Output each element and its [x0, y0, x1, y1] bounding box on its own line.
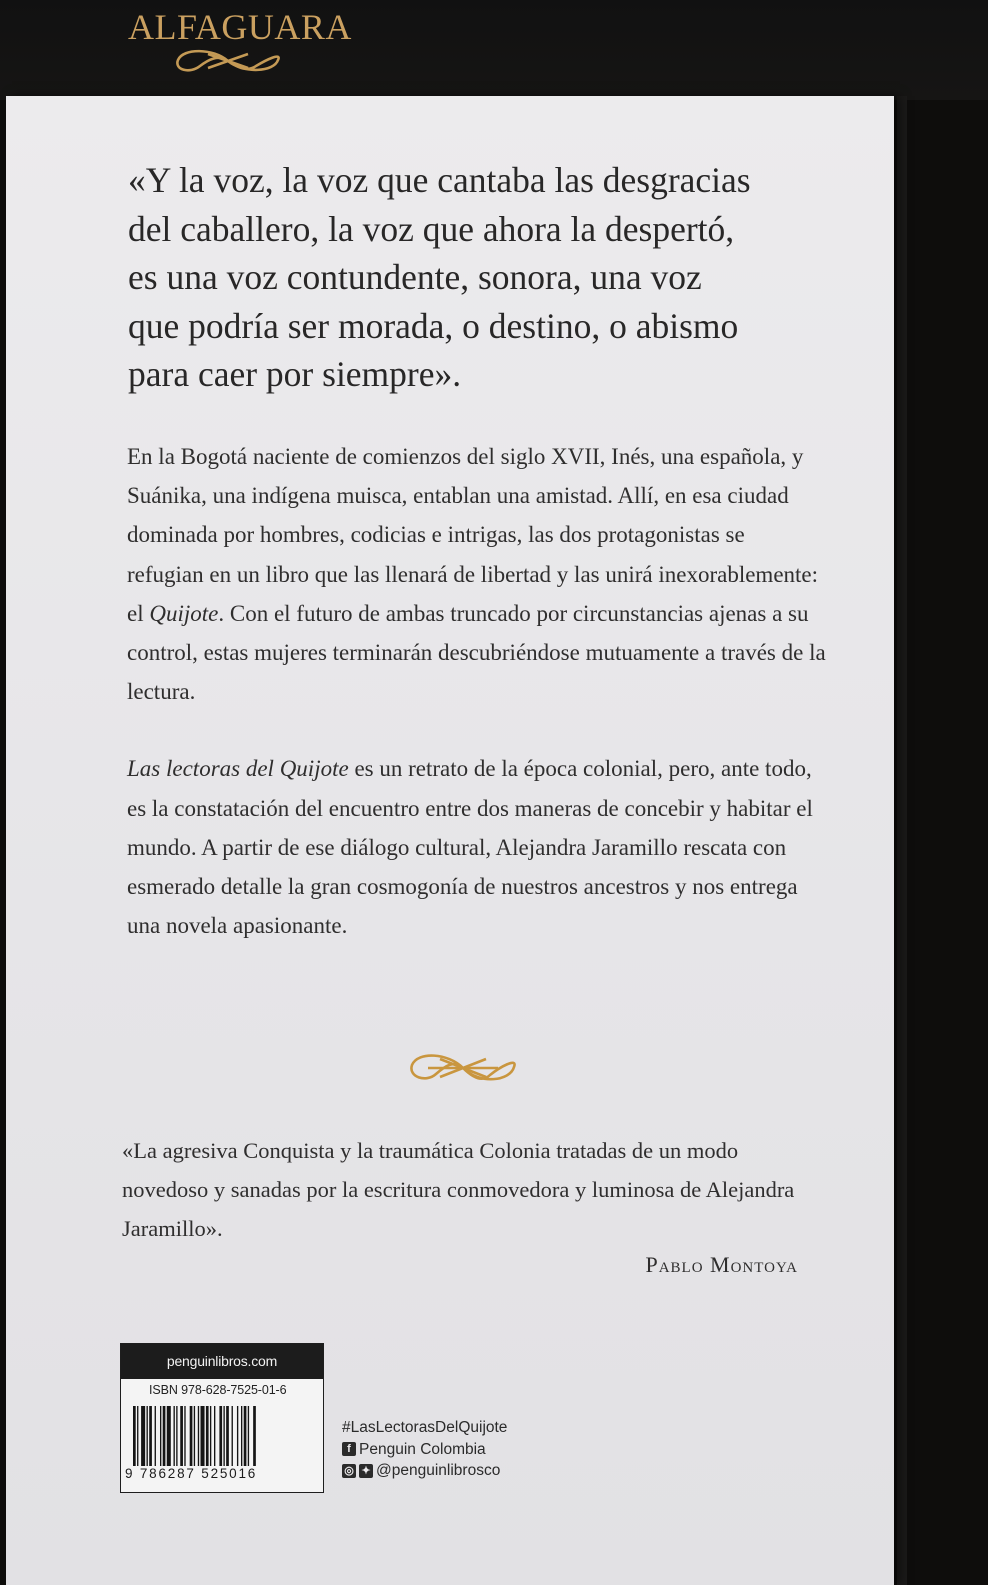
book-title-italic: Quijote [149, 600, 219, 626]
review-quote: «La agresiva Conquista y la traumática Colonia tratadas de un modo novedoso y sanadas por la escritura conmovedora y luminosa de Alejandra Jaramillo». [122, 1138, 795, 1241]
book-title-italic: Las lectoras del Quijote [127, 756, 349, 782]
synopsis-text: , Inés, una española, y Suánika, una indígena muisca, entablan una amistad. Allí, en esa ciudad dominada por hombres, codicias e intrigas, las dos protagonistas se refugian en un libro que las llenará de libertad y las unirá inexorablemente: el [127, 444, 819, 626]
instagram-twitter-row [342, 1460, 507, 1482]
review-author: Pablo Montoya [645, 1252, 798, 1277]
synopsis-text: es un retrato de la época colonial, pero, ante todo, es la constatación del encuentro entre dos maneras de concebir y habitar el mundo. A partir de ese diálogo cultural, Alejandra Jaramillo rescata con esmerado detalle la gran cosmogonía de nuestros ancestros y nos entrega una novela apasionante. [127, 756, 813, 939]
twitter-icon: ✦ [359, 1464, 373, 1478]
barcode-digits: 9 786287 525016 [125, 1466, 258, 1481]
century-numeral: XVII [551, 444, 600, 469]
synopsis [127, 437, 827, 945]
facebook-row [342, 1439, 507, 1461]
instagram-icon: ◎ [342, 1464, 356, 1478]
quote-line: que podría ser morada, o destino, o abismo [128, 305, 739, 346]
ornament-flourish-icon [404, 1047, 522, 1089]
facebook-text: Penguin Colombia [359, 1440, 486, 1458]
flourish-logo-icon [168, 46, 288, 76]
quote-line: es una voz contundente, sonora, una voz [128, 257, 702, 297]
publisher-website: penguinlibros.com [121, 1344, 323, 1379]
barcode-icon [129, 1406, 315, 1470]
synopsis-text: . Con el futuro de ambas truncado por circunstancias ajenas a su control, estas mujeres terminarán descubriéndose mutuamente a través de la lectura. [127, 600, 826, 705]
handle-text: @penguinlibrosco [376, 1462, 501, 1479]
hashtag [342, 1417, 507, 1439]
facebook-icon: f [342, 1442, 356, 1456]
hashtag-text: #LasLectorasDelQuijote [342, 1419, 508, 1436]
pull-quote [128, 156, 828, 399]
social-links [342, 1417, 507, 1482]
synopsis-paragraph-2 [127, 749, 827, 945]
quote-line: para caer por siempre». [128, 354, 462, 394]
isbn-number: ISBN 978-628-7525-01-6 [149, 1383, 287, 1397]
barcode-box [120, 1343, 324, 1493]
quote-line: del caballero, la voz que ahora la despertó, [128, 208, 735, 249]
synopsis-text: En la Bogotá naciente de comienzos del siglo [127, 444, 546, 469]
publisher-logo: ALFAGUARA [128, 7, 352, 47]
synopsis-paragraph-1 [127, 437, 827, 711]
book-spine-edge [897, 96, 907, 1585]
quote-line: «Y la voz, la voz que cantaba las desgracias [128, 160, 751, 200]
